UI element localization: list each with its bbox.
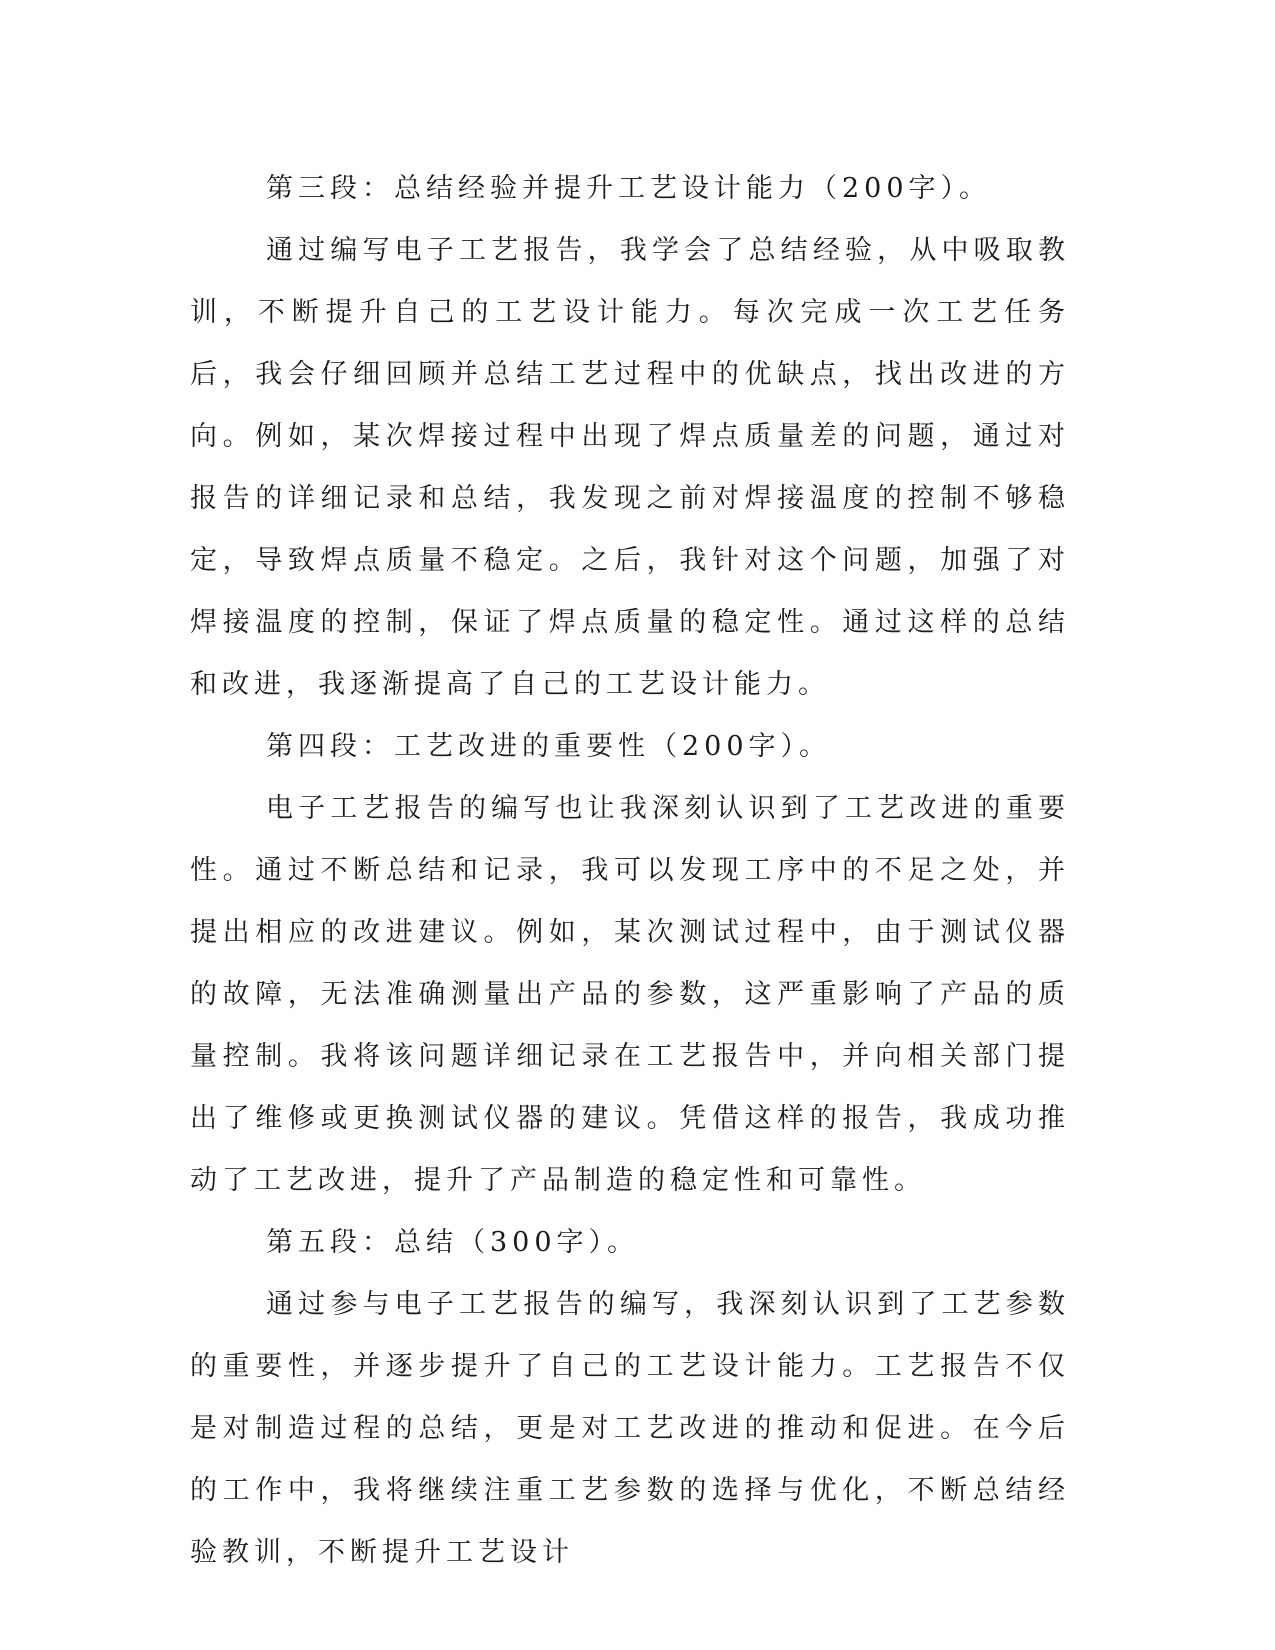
section-heading-3: 第三段：总结经验并提升工艺设计能力（200字）。 xyxy=(266,173,992,204)
paragraph-section-3: 通过编写电子工艺报告，我学会了总结经验，从中吸取教训，不断提升自己的工艺设计能力。每次完成一次工艺任务后，我会仔细回顾并总结工艺过程中的优缺点，找出改进的方向。例如，某次焊接过程中出现了焊点质量差的问题，通过对报告的详细记录和总结，我发现之前对焊接温度的控制不够稳定，导致焊点质量不稳定。之后，我针对这个问题，加强了对焊接温度的控制，保证了焊点质量的稳定性。通过这样的总结和改进，我逐渐提高了自己的工艺设计能力。 xyxy=(190,235,1070,700)
paragraph-section-5: 通过参与电子工艺报告的编写，我深刻认识到了工艺参数的重要性，并逐步提升了自己的工艺设计能力。工艺报告不仅是对制造过程的总结，更是对工艺改进的推动和促进。在今后的工作中，我将继续注重工艺参数的选择与优化，不断总结经验教训，不断提升工艺设计 xyxy=(190,1289,1070,1568)
document-body xyxy=(190,158,1070,1584)
section-heading-4: 第四段：工艺改进的重要性（200字）。 xyxy=(266,731,832,762)
paragraph-section-4: 电子工艺报告的编写也让我深刻认识到了工艺改进的重要性。通过不断总结和记录，我可以发现工序中的不足之处，并提出相应的改进建议。例如，某次测试过程中，由于测试仪器的故障，无法准确测量出产品的参数，这严重影响了产品的质量控制。我将该问题详细记录在工艺报告中，并向相关部门提出了维修或更换测试仪器的建议。凭借这样的报告，我成功推动了工艺改进，提升了产品制造的稳定性和可靠性。 xyxy=(190,793,1070,1196)
section-heading-5: 第五段：总结（300字）。 xyxy=(266,1227,640,1258)
